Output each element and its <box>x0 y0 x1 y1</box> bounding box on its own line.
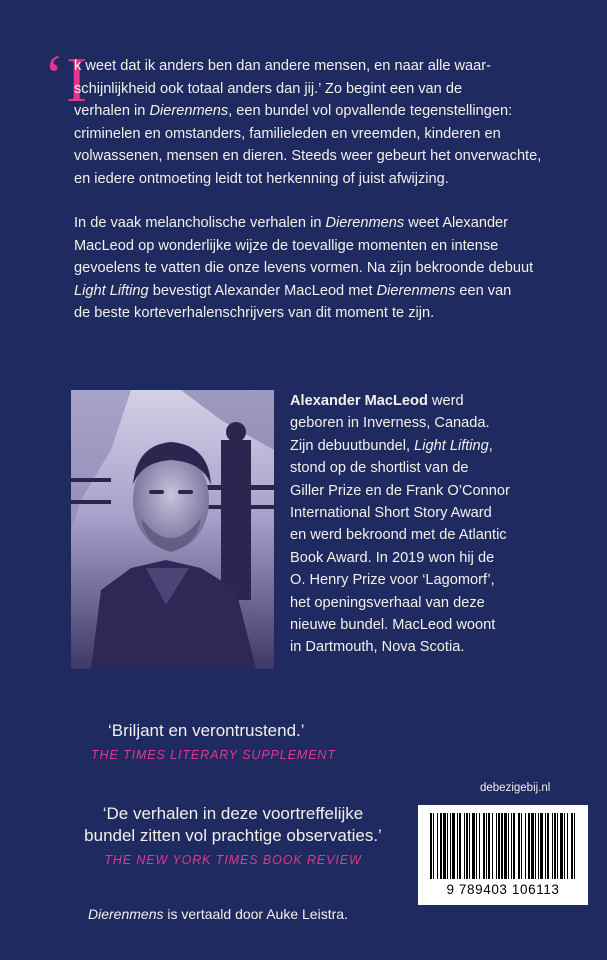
barcode-bar <box>488 813 490 879</box>
review-quote-source: THE TIMES LITERARY SUPPLEMENT <box>91 748 336 762</box>
blurb-line: volwassenen, mensen en dieren. Steeds weer gebeurt het onverwachte, <box>74 148 542 164</box>
bio-line: geboren in Inverness, Canada. <box>290 415 490 432</box>
bio-line: Giller Prize en de Frank O’Connor <box>290 482 510 499</box>
barcode-bar <box>459 813 461 879</box>
barcode-bar <box>492 813 493 879</box>
barcode-bar <box>433 813 434 879</box>
barcode-bar <box>535 813 536 879</box>
book-title: Dierenmens <box>88 906 164 922</box>
review-quote-text: ‘Briljant en verontrustend.’ <box>108 721 305 740</box>
barcode-bar <box>540 813 543 879</box>
translator-credit <box>88 906 348 922</box>
blurb-text: , een bundel vol opvallende tegenstellingen: <box>228 103 513 119</box>
barcode-bar <box>450 813 451 879</box>
barcode-bar <box>466 813 468 879</box>
barcode-bar <box>430 813 432 879</box>
barcode-bar <box>511 813 512 879</box>
debut-title: Light Lifting <box>414 437 489 454</box>
barcode-bar <box>564 813 565 879</box>
barcode-bar <box>469 813 470 879</box>
barcode-bar <box>437 813 438 879</box>
blurb-line <box>74 280 574 303</box>
barcode-bar <box>538 813 539 879</box>
blurb-paragraph-1 <box>74 55 574 190</box>
barcode-bar <box>443 813 446 879</box>
barcode-bar <box>567 813 568 879</box>
bio-line: International Short Story Award <box>290 505 492 522</box>
barcode-bar <box>501 813 503 879</box>
debut-title: Light Lifting <box>74 282 149 299</box>
drop-cap-letter: I <box>66 44 88 115</box>
author-photo-image <box>71 390 274 669</box>
barcode-bar <box>504 813 507 879</box>
barcode-bar <box>476 813 477 879</box>
blurb-line: criminelen en omstanders, familieleden en vreemden, kinderen en <box>74 125 501 142</box>
book-title: Dierenmens <box>376 282 456 299</box>
review-quote-source: THE NEW YORK TIMES BOOK REVIEW <box>104 853 362 867</box>
barcode-bar <box>513 813 515 879</box>
barcode-bar <box>560 813 563 879</box>
author-photo <box>71 390 274 669</box>
barcode-bar <box>518 813 520 879</box>
book-title: Dierenmens <box>149 103 229 119</box>
barcode-bar <box>571 813 573 879</box>
barcode-bar <box>447 813 448 879</box>
blurb-text: bevestigt Alexander MacLeod met <box>148 282 377 299</box>
blurb-text: In de vaak melancholische verhalen in <box>74 215 326 231</box>
review-quote-1 <box>91 720 336 762</box>
review-quote-2 <box>73 803 393 867</box>
barcode-bar <box>452 813 455 879</box>
blurb-line: de beste korteverhalenschrijvers van dit moment te zijn. <box>74 305 435 321</box>
blurb-line: MacLeod op wonderlijke wijze de toevallige momenten en intense <box>74 237 499 254</box>
barcode-bar <box>457 813 458 879</box>
bio-line: O. Henry Prize voor ‘Lagomorf’, <box>290 572 495 589</box>
drop-cap-quote: ‘ <box>44 43 64 109</box>
barcode-bar <box>554 813 556 879</box>
author-bio <box>290 390 590 659</box>
barcode-bar <box>479 813 480 879</box>
blurb-line: k weet dat ik anders ben dan andere mensen, en naar alle waar- <box>74 58 491 74</box>
barcode-bar <box>440 813 442 879</box>
translator-text: is vertaald door Auke Leistra. <box>163 906 348 922</box>
bio-text: , <box>488 437 493 454</box>
blurb-line: en iedere ontmoeting leidt tot herkenning of juist afwijzing. <box>74 170 449 187</box>
barcode-bar <box>464 813 465 879</box>
barcode-bar <box>472 813 475 879</box>
bio-line <box>290 435 590 457</box>
publisher-website: debezigebij.nl <box>480 782 551 794</box>
barcode-bar <box>528 813 530 879</box>
barcode-bar <box>545 813 546 879</box>
barcode-bar <box>483 813 485 879</box>
blurb <box>74 55 574 325</box>
bio-line: nieuwe bundel. MacLeod woont <box>290 617 496 634</box>
bio-text: Zijn debuutbundel, <box>290 437 415 454</box>
barcode-bar <box>508 813 509 879</box>
bio-line: het openingsverhaal van deze <box>290 594 485 611</box>
barcode-bar <box>552 813 553 879</box>
barcode-bar <box>547 813 549 879</box>
blurb-text: verhalen in <box>74 103 150 119</box>
bio-line: Book Award. In 2019 won hij de <box>290 549 495 566</box>
barcode-bar <box>531 813 534 879</box>
blurb-text: weet Alexander <box>404 215 509 231</box>
blurb-paragraph-2 <box>74 212 574 325</box>
blurb-text: een van <box>455 282 512 299</box>
isbn-barcode <box>418 805 588 905</box>
book-title: Dierenmens <box>325 215 405 231</box>
review-quote-text: bundel zitten vol prachtige observaties.’ <box>84 826 382 845</box>
barcode-bar <box>486 813 487 879</box>
bio-line <box>290 390 590 412</box>
bio-text: werd <box>427 393 464 409</box>
review-quote-text: ‘De verhalen in deze voortreffelijke <box>102 804 364 823</box>
blurb-line <box>74 212 574 235</box>
barcode-bar <box>525 813 526 879</box>
isbn-number: 9 789403 106113 <box>446 882 560 897</box>
barcode-bar <box>574 813 575 879</box>
barcode-bar <box>496 813 497 879</box>
blurb-line: schijnlijkheid ook totaal anders dan jij.’ Zo begint een van de <box>74 80 463 97</box>
author-name: Alexander MacLeod <box>290 393 428 409</box>
barcode-bar <box>521 813 522 879</box>
blurb-line: gevoelens te vatten die onze levens vormen. Na zijn bekroonde debuut <box>74 260 534 276</box>
barcode-bar <box>557 813 558 879</box>
bio-line: in Dartmouth, Nova Scotia. <box>290 639 465 656</box>
bio-line: stond op de shortlist van de <box>290 460 469 477</box>
blurb-line <box>74 100 574 123</box>
bio-line: en werd bekroond met de Atlantic <box>290 527 507 544</box>
barcode-bar <box>498 813 500 879</box>
